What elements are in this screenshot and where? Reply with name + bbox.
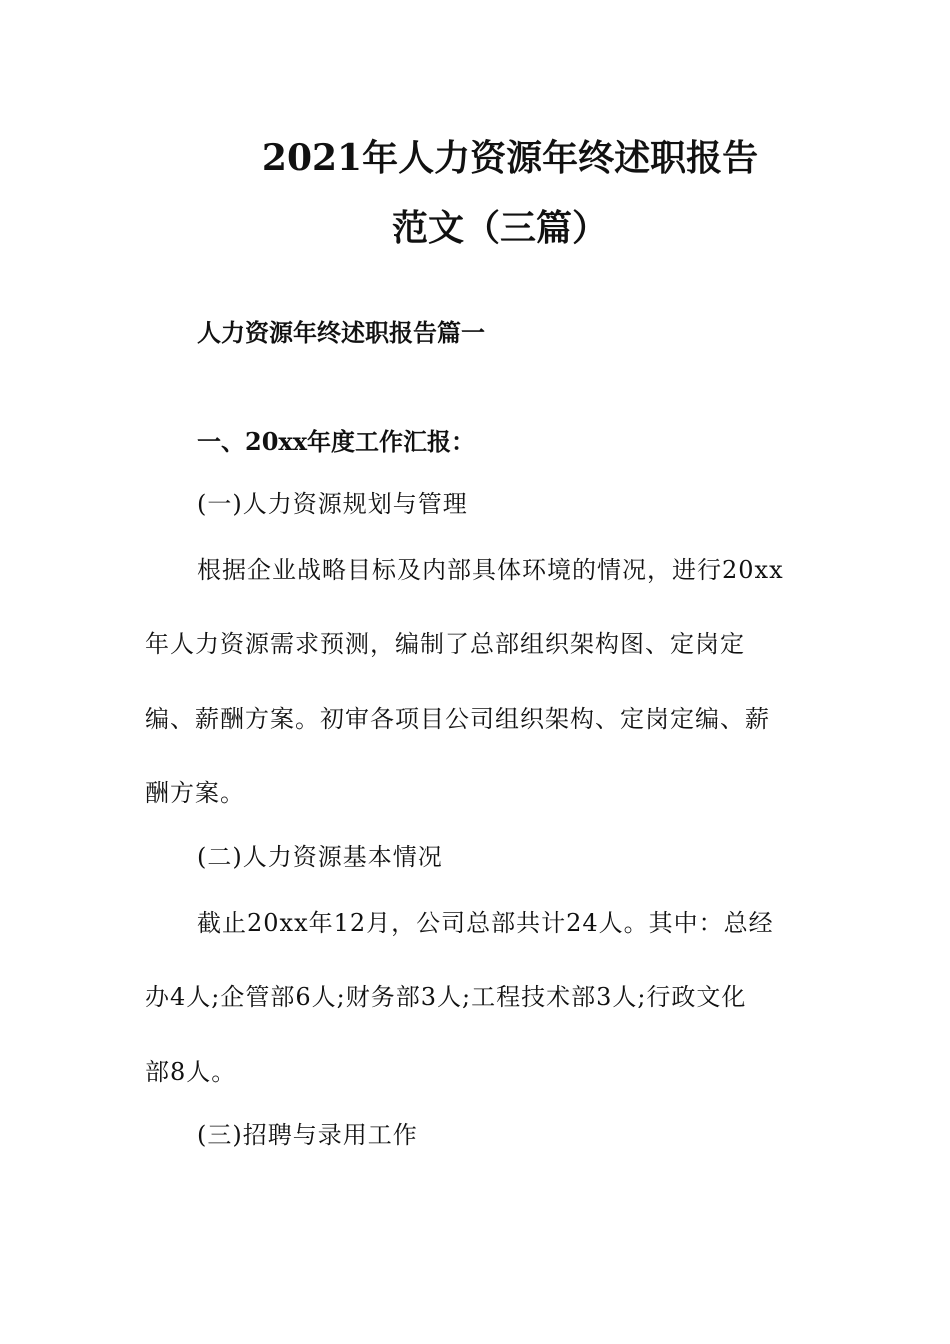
section-heading: 一、20xx年度工作汇报： (197, 427, 476, 456)
paragraph-line: 年人力资源需求预测，编制了总部组织架构图、定岗定 (145, 630, 745, 658)
subsection-heading-3: (三)招聘与录用工作 (197, 1121, 418, 1149)
document-title-line2: 范文（三篇） (391, 207, 608, 249)
paragraph-line: 根据企业战略目标及内部具体环境的情况，进行20xx (197, 556, 784, 584)
subsection-heading-1: (一)人力资源规划与管理 (197, 490, 468, 518)
paragraph-line: 部8人。 (145, 1058, 237, 1086)
part-heading: 人力资源年终述职报告篇一 (197, 318, 485, 347)
paragraph-line: 办4人;企管部6人;财务部3人;工程技术部3人;行政文化 (145, 983, 747, 1011)
paragraph-line: 酬方案。 (145, 779, 245, 807)
document-title-line1: 2021年人力资源年终述职报告 (261, 137, 759, 179)
paragraph-line: 截止20xx年12月，公司总部共计24人。其中：总经 (197, 909, 774, 937)
paragraph-line: 编、薪酬方案。初审各项目公司组织架构、定岗定编、薪 (145, 705, 770, 733)
subsection-heading-2: (二)人力资源基本情况 (197, 843, 443, 871)
